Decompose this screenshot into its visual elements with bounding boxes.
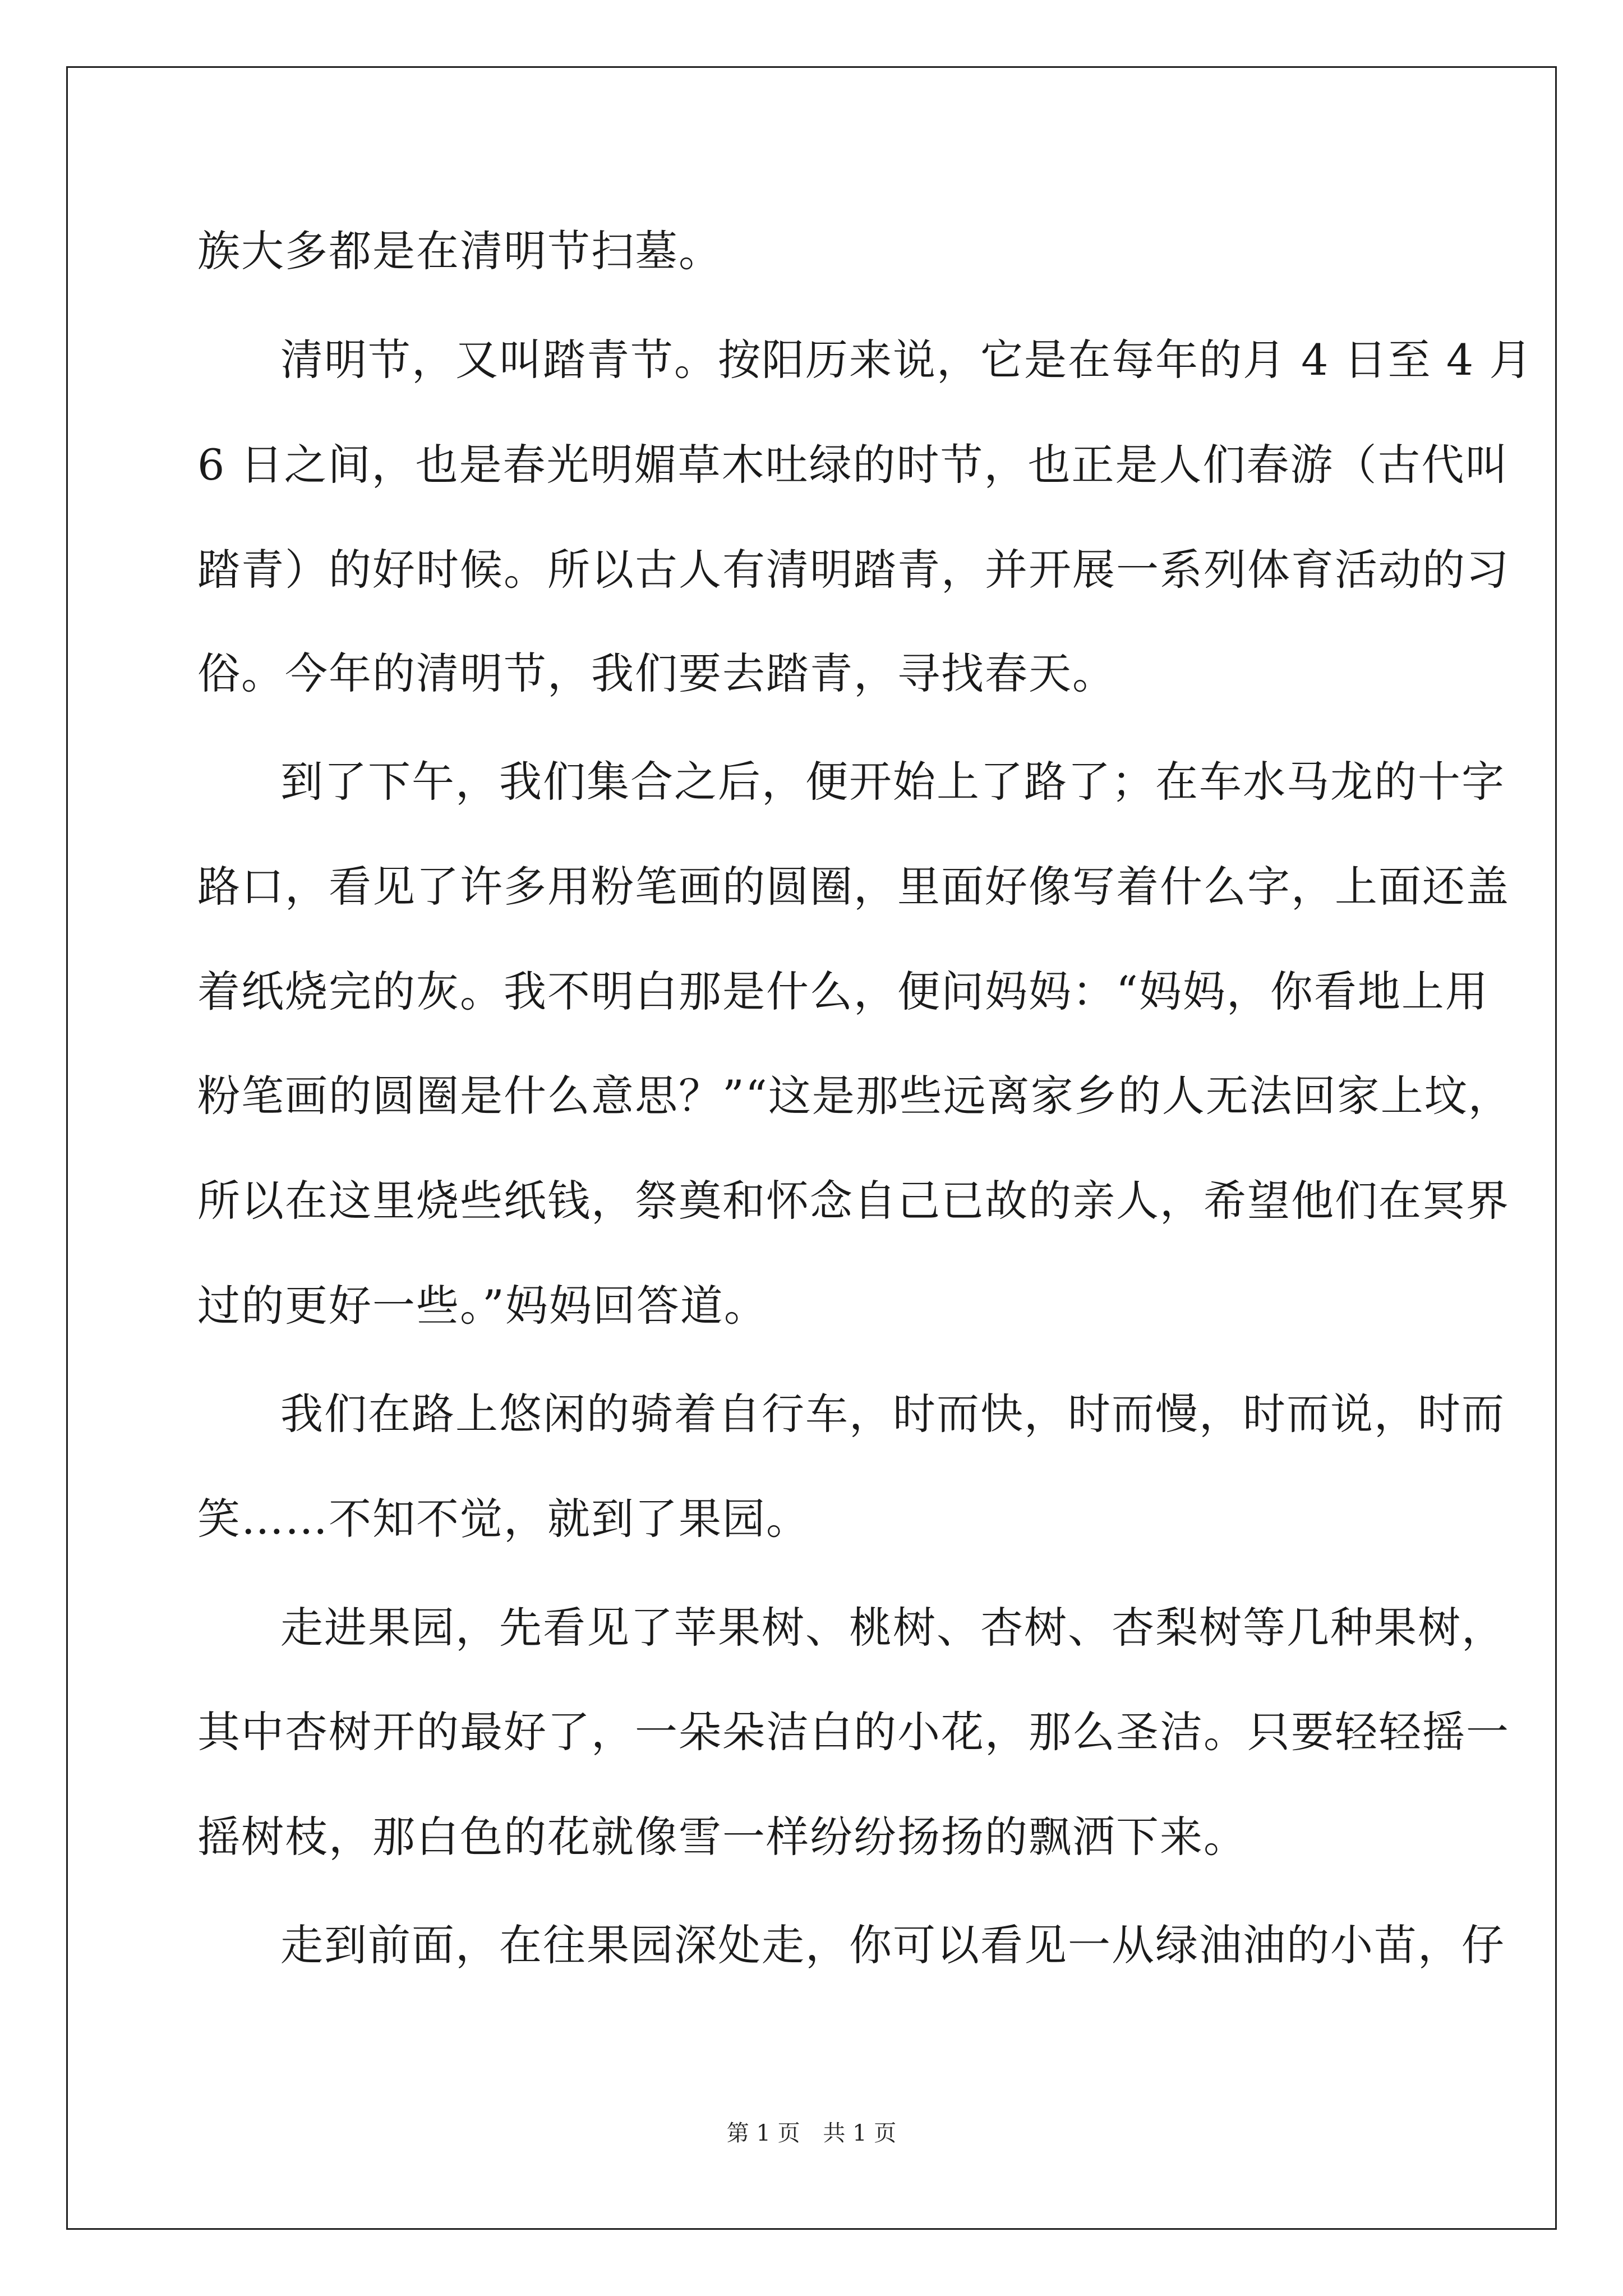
paragraph-line: 走到前面，在往果园深处走，你可以看见一从绿油油的小苗，仔: [280, 1920, 1505, 1970]
text-line: 族大多都是在清明节扫墓。: [197, 226, 722, 276]
text-line: 6 日之间，也是春光明媚草木吐绿的时节，也正是人们春游（古代叫: [197, 440, 1509, 490]
paragraph-line: 走进果园，先看见了苹果树、桃树、杏树、杏梨树等几种果树，: [280, 1603, 1505, 1653]
page-footer: [0, 2118, 1623, 2149]
page-number: 第 1 页: [726, 2120, 800, 2146]
text-line: 着纸烧完的灰。我不明白那是什么，便问妈妈：“妈妈，你看地上用: [197, 967, 1489, 1016]
paragraph-line: 到了下午，我们集合之后，便开始上了路了；在车水马龙的十字: [280, 757, 1505, 807]
text-line: 俗。今年的清明节，我们要去踏青，寻找春天。: [197, 648, 1116, 698]
text-line: 摇树枝，那白色的花就像雪一样纷纷扬扬的飘洒下来。: [197, 1812, 1247, 1862]
paragraph-line: 我们在路上悠闲的骑着自行车，时而快，时而慢，时而说，时而: [280, 1389, 1505, 1439]
text-line: 踏青）的好时候。所以古人有清明踏青，并开展一系列体育活动的习: [197, 545, 1510, 595]
text-line: 路口，看见了许多用粉笔画的圆圈，里面好像写着什么字，上面还盖: [197, 862, 1510, 912]
text-line: 其中杏树开的最好了，一朵朵洁白的小花，那么圣洁。只要轻轻摇一: [197, 1707, 1510, 1757]
paragraph-line: 清明节，又叫踏青节。按阳历来说，它是在每年的月 4 日至 4 月: [280, 335, 1533, 385]
text-line: 过的更好一些。”妈妈回答道。: [197, 1281, 768, 1331]
text-line: 所以在这里烧些纸钱，祭奠和怀念自己已故的亲人，希望他们在冥界: [197, 1176, 1510, 1226]
page-border: [66, 66, 1557, 2230]
text-line: 粉笔画的圆圈是什么意思？”“这是那些远离家乡的人无法回家上坟，: [197, 1071, 1512, 1121]
page-total: 共 1 页: [823, 2120, 897, 2146]
text-line: 笑……不知不觉，就到了果园。: [197, 1494, 810, 1544]
